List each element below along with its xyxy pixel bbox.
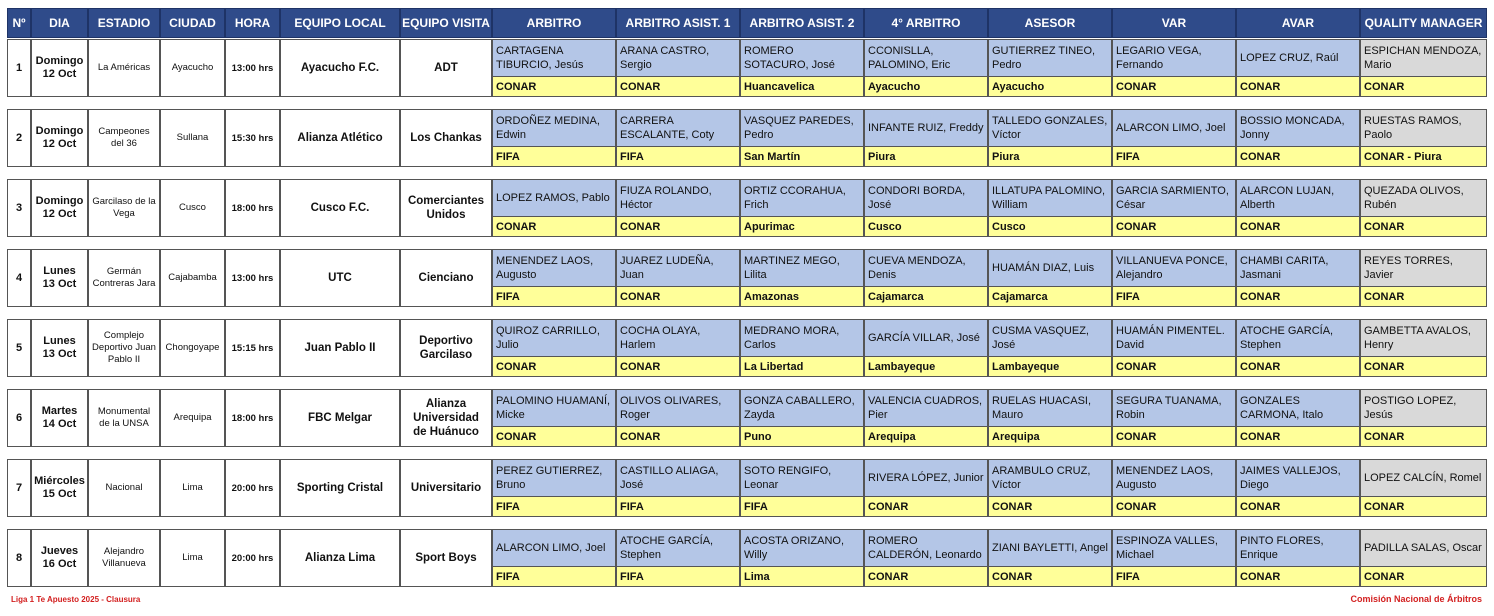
referee-association: CONAR bbox=[492, 216, 616, 237]
match-time: 13:00 hrs bbox=[225, 39, 280, 97]
home-team: FBC Melgar bbox=[280, 389, 400, 447]
header-assistant-2: ARBITRO ASIST. 2 bbox=[740, 8, 864, 38]
assistant-2-association: Apurimac bbox=[740, 216, 864, 237]
assessor-association: Cusco bbox=[988, 216, 1112, 237]
assistant-2-name: GONZA CABALLERO, Zayda bbox=[740, 389, 864, 427]
var-name: HUAMÁN PIMENTEL. David bbox=[1112, 319, 1236, 357]
assessor-name: ARAMBULO CRUZ, Víctor bbox=[988, 459, 1112, 497]
assistant-2-association: FIFA bbox=[740, 496, 864, 517]
match-stadium: Alejandro Villanueva bbox=[88, 529, 160, 587]
avar-association: CONAR bbox=[1236, 146, 1360, 167]
var-association: CONAR bbox=[1112, 356, 1236, 377]
assistant-2-association: La Libertad bbox=[740, 356, 864, 377]
assistant-2-association: Puno bbox=[740, 426, 864, 447]
assistant-1-association: CONAR bbox=[616, 286, 740, 307]
assessor-association: CONAR bbox=[988, 496, 1112, 517]
assistant-1-name: OLIVOS OLIVARES, Roger bbox=[616, 389, 740, 427]
assessor-association: Piura bbox=[988, 146, 1112, 167]
match-time: 20:00 hrs bbox=[225, 459, 280, 517]
referee-association: FIFA bbox=[492, 566, 616, 587]
fourth-referee-name: CUEVA MENDOZA, Denis bbox=[864, 249, 988, 287]
match-day bbox=[31, 39, 88, 97]
match-number: 1 bbox=[7, 39, 31, 97]
fourth-referee-association: Cajamarca bbox=[864, 286, 988, 307]
assistant-2-name: VASQUEZ PAREDES, Pedro bbox=[740, 109, 864, 147]
match-number: 6 bbox=[7, 389, 31, 447]
match-stadium: Garcilaso de la Vega bbox=[88, 179, 160, 237]
match-date: 13 Oct bbox=[42, 348, 77, 360]
assistant-1-association: CONAR bbox=[616, 426, 740, 447]
referee-association: FIFA bbox=[492, 496, 616, 517]
match-stadium: Germán Contreras Jara bbox=[88, 249, 160, 307]
table-header bbox=[7, 8, 1487, 38]
match-time: 15:30 hrs bbox=[225, 109, 280, 167]
match-row bbox=[7, 39, 1487, 97]
avar-association: CONAR bbox=[1236, 496, 1360, 517]
header-num: Nº bbox=[7, 8, 31, 38]
avar-name: GONZALES CARMONA, Italo bbox=[1236, 389, 1360, 427]
quality-manager-association: CONAR - Piura bbox=[1360, 146, 1487, 167]
var-name: ESPINOZA VALLES, Michael bbox=[1112, 529, 1236, 567]
match-date: 12 Oct bbox=[42, 68, 77, 80]
match-city: Sullana bbox=[160, 109, 225, 167]
var-association: CONAR bbox=[1112, 496, 1236, 517]
assistant-1-name: CARRERA ESCALANTE, Coty bbox=[616, 109, 740, 147]
assistant-2-association: Lima bbox=[740, 566, 864, 587]
quality-manager-association: CONAR bbox=[1360, 566, 1487, 587]
referee-association: CONAR bbox=[492, 356, 616, 377]
away-team: Sport Boys bbox=[400, 529, 492, 587]
quality-manager-association: CONAR bbox=[1360, 356, 1487, 377]
match-weekday: Lunes bbox=[43, 265, 76, 277]
match-weekday: Jueves bbox=[40, 545, 79, 557]
referee-name: CARTAGENA TIBURCIO, Jesús bbox=[492, 39, 616, 77]
assessor-name: GUTIERREZ TINEO, Pedro bbox=[988, 39, 1112, 77]
quality-manager-association: CONAR bbox=[1360, 76, 1487, 97]
assistant-2-association: Huancavelica bbox=[740, 76, 864, 97]
header-assessor: ASESOR bbox=[988, 8, 1112, 38]
avar-association: CONAR bbox=[1236, 566, 1360, 587]
quality-manager-name: POSTIGO LOPEZ, Jesús bbox=[1360, 389, 1487, 427]
match-stadium: Campeones del 36 bbox=[88, 109, 160, 167]
var-name: LEGARIO VEGA, Fernando bbox=[1112, 39, 1236, 77]
quality-manager-association: CONAR bbox=[1360, 496, 1487, 517]
away-team: Comerciantes Unidos bbox=[400, 179, 492, 237]
quality-manager-association: CONAR bbox=[1360, 286, 1487, 307]
match-number: 4 bbox=[7, 249, 31, 307]
footer-league: Liga 1 Te Apuesto 2025 - Clausura bbox=[11, 595, 141, 604]
fourth-referee-association: Arequipa bbox=[864, 426, 988, 447]
home-team: Sporting Cristal bbox=[280, 459, 400, 517]
assessor-name: TALLEDO GONZALES, Víctor bbox=[988, 109, 1112, 147]
match-row bbox=[7, 249, 1487, 307]
home-team: Juan Pablo II bbox=[280, 319, 400, 377]
assessor-association: Cajamarca bbox=[988, 286, 1112, 307]
header-time: HORA bbox=[225, 8, 280, 38]
header-city: CIUDAD bbox=[160, 8, 225, 38]
assistant-1-association: FIFA bbox=[616, 146, 740, 167]
fourth-referee-name: VALENCIA CUADROS, Pier bbox=[864, 389, 988, 427]
assistant-1-association: CONAR bbox=[616, 76, 740, 97]
assessor-name: ZIANI BAYLETTI, Angel bbox=[988, 529, 1112, 567]
referee-name: QUIROZ CARRILLO, Julio bbox=[492, 319, 616, 357]
quality-manager-name: LOPEZ CALCÍN, Romel bbox=[1360, 459, 1487, 497]
match-time: 15:15 hrs bbox=[225, 319, 280, 377]
assistant-1-name: ARANA CASTRO, Sergio bbox=[616, 39, 740, 77]
match-day bbox=[31, 109, 88, 167]
assistant-2-name: SOTO RENGIFO, Leonar bbox=[740, 459, 864, 497]
avar-name: BOSSIO MONCADA, Jonny bbox=[1236, 109, 1360, 147]
avar-name: ALARCON LUJAN, Alberth bbox=[1236, 179, 1360, 217]
match-row bbox=[7, 389, 1487, 447]
quality-manager-name: REYES TORRES, Javier bbox=[1360, 249, 1487, 287]
assistant-1-name: JUAREZ LUDEÑA, Juan bbox=[616, 249, 740, 287]
header-referee: ARBITRO bbox=[492, 8, 616, 38]
var-association: CONAR bbox=[1112, 216, 1236, 237]
quality-manager-name: QUEZADA OLIVOS, Rubén bbox=[1360, 179, 1487, 217]
header-var: VAR bbox=[1112, 8, 1236, 38]
referee-name: MENENDEZ LAOS, Augusto bbox=[492, 249, 616, 287]
assessor-association: Arequipa bbox=[988, 426, 1112, 447]
referee-association: CONAR bbox=[492, 426, 616, 447]
referee-association: FIFA bbox=[492, 286, 616, 307]
match-number: 5 bbox=[7, 319, 31, 377]
assistant-1-name: CASTILLO ALIAGA, José bbox=[616, 459, 740, 497]
match-city: Chongoyape bbox=[160, 319, 225, 377]
away-team: ADT bbox=[400, 39, 492, 97]
away-team: Cienciano bbox=[400, 249, 492, 307]
match-date: 13 Oct bbox=[42, 278, 77, 290]
fourth-referee-association: Ayacucho bbox=[864, 76, 988, 97]
match-time: 18:00 hrs bbox=[225, 389, 280, 447]
header-avar: AVAR bbox=[1236, 8, 1360, 38]
match-city: Arequipa bbox=[160, 389, 225, 447]
avar-name: CHAMBI CARITA, Jasmani bbox=[1236, 249, 1360, 287]
match-city: Ayacucho bbox=[160, 39, 225, 97]
match-time: 20:00 hrs bbox=[225, 529, 280, 587]
home-team: Alianza Lima bbox=[280, 529, 400, 587]
match-stadium: Complejo Deportivo Juan Pablo II bbox=[88, 319, 160, 377]
referee-association: CONAR bbox=[492, 76, 616, 97]
quality-manager-name: RUESTAS RAMOS, Paolo bbox=[1360, 109, 1487, 147]
match-city: Lima bbox=[160, 529, 225, 587]
match-row bbox=[7, 529, 1487, 587]
quality-manager-name: PADILLA SALAS, Oscar bbox=[1360, 529, 1487, 567]
assistant-1-association: FIFA bbox=[616, 496, 740, 517]
home-team: Ayacucho F.C. bbox=[280, 39, 400, 97]
match-time: 13:00 hrs bbox=[225, 249, 280, 307]
match-weekday: Domingo bbox=[35, 195, 84, 207]
fourth-referee-name: INFANTE RUIZ, Freddy bbox=[864, 109, 988, 147]
referee-name: PEREZ GUTIERREZ, Bruno bbox=[492, 459, 616, 497]
assistant-1-association: CONAR bbox=[616, 216, 740, 237]
assistant-2-name: MEDRANO MORA, Carlos bbox=[740, 319, 864, 357]
match-stadium: La Américas bbox=[88, 39, 160, 97]
fourth-referee-association: CONAR bbox=[864, 566, 988, 587]
match-number: 2 bbox=[7, 109, 31, 167]
fourth-referee-association: Cusco bbox=[864, 216, 988, 237]
var-association: FIFA bbox=[1112, 146, 1236, 167]
assistant-1-name: ATOCHE GARCÍA, Stephen bbox=[616, 529, 740, 567]
avar-name: ATOCHE GARCÍA, Stephen bbox=[1236, 319, 1360, 357]
fourth-referee-name: CCONISLLA, PALOMINO, Eric bbox=[864, 39, 988, 77]
var-association: FIFA bbox=[1112, 566, 1236, 587]
fourth-referee-name: ROMERO CALDERÓN, Leonardo bbox=[864, 529, 988, 567]
match-weekday: Domingo bbox=[35, 125, 84, 137]
avar-association: CONAR bbox=[1236, 76, 1360, 97]
assistant-1-association: FIFA bbox=[616, 566, 740, 587]
match-weekday: Martes bbox=[41, 405, 78, 417]
quality-manager-name: GAMBETTA AVALOS, Henry bbox=[1360, 319, 1487, 357]
quality-manager-association: CONAR bbox=[1360, 426, 1487, 447]
home-team: Cusco F.C. bbox=[280, 179, 400, 237]
match-date: 16 Oct bbox=[42, 558, 77, 570]
match-day bbox=[31, 389, 88, 447]
var-association: CONAR bbox=[1112, 426, 1236, 447]
match-city: Lima bbox=[160, 459, 225, 517]
fourth-referee-association: CONAR bbox=[864, 496, 988, 517]
assessor-name: HUAMÁN DIAZ, Luis bbox=[988, 249, 1112, 287]
match-stadium: Monumental de la UNSA bbox=[88, 389, 160, 447]
away-team: Alianza Universidad de Huánuco bbox=[400, 389, 492, 447]
match-date: 12 Oct bbox=[42, 138, 77, 150]
avar-association: CONAR bbox=[1236, 356, 1360, 377]
fourth-referee-name: CONDORI BORDA, José bbox=[864, 179, 988, 217]
var-name: MENENDEZ LAOS, Augusto bbox=[1112, 459, 1236, 497]
header-stadium: ESTADIO bbox=[88, 8, 160, 38]
match-number: 7 bbox=[7, 459, 31, 517]
header-home-team: EQUIPO LOCAL bbox=[280, 8, 400, 38]
match-row bbox=[7, 109, 1487, 167]
footer-commission: Comisión Nacional de Árbitros bbox=[1350, 594, 1482, 604]
header-fourth-referee: 4° ARBITRO bbox=[864, 8, 988, 38]
home-team: Alianza Atlético bbox=[280, 109, 400, 167]
header-quality-manager: QUALITY MANAGER bbox=[1360, 8, 1487, 38]
match-city: Cajabamba bbox=[160, 249, 225, 307]
assessor-association: Lambayeque bbox=[988, 356, 1112, 377]
avar-name: LOPEZ CRUZ, Raúl bbox=[1236, 39, 1360, 77]
match-row bbox=[7, 319, 1487, 377]
var-name: GARCIA SARMIENTO, César bbox=[1112, 179, 1236, 217]
header-assistant-1: ARBITRO ASIST. 1 bbox=[616, 8, 740, 38]
header-day: DIA bbox=[31, 8, 88, 38]
assessor-association: CONAR bbox=[988, 566, 1112, 587]
assistant-2-name: ORTIZ CCORAHUA, Frich bbox=[740, 179, 864, 217]
match-city: Cusco bbox=[160, 179, 225, 237]
var-association: CONAR bbox=[1112, 76, 1236, 97]
fourth-referee-name: GARCÍA VILLAR, José bbox=[864, 319, 988, 357]
match-stadium: Nacional bbox=[88, 459, 160, 517]
referee-name: LOPEZ RAMOS, Pablo bbox=[492, 179, 616, 217]
match-date: 12 Oct bbox=[42, 208, 77, 220]
match-date: 14 Oct bbox=[42, 418, 77, 430]
quality-manager-association: CONAR bbox=[1360, 216, 1487, 237]
avar-association: CONAR bbox=[1236, 286, 1360, 307]
var-name: ALARCON LIMO, Joel bbox=[1112, 109, 1236, 147]
assessor-name: CUSMA VASQUEZ, José bbox=[988, 319, 1112, 357]
match-weekday: Miércoles bbox=[34, 475, 85, 487]
avar-association: CONAR bbox=[1236, 426, 1360, 447]
fourth-referee-name: RIVERA LÓPEZ, Junior bbox=[864, 459, 988, 497]
match-row bbox=[7, 179, 1487, 237]
assistant-1-name: FIUZA ROLANDO, Héctor bbox=[616, 179, 740, 217]
away-team: Universitario bbox=[400, 459, 492, 517]
referee-name: ALARCON LIMO, Joel bbox=[492, 529, 616, 567]
assistant-2-name: MARTINEZ MEGO, Lilita bbox=[740, 249, 864, 287]
match-row bbox=[7, 459, 1487, 517]
match-weekday: Domingo bbox=[35, 55, 84, 67]
avar-name: PINTO FLORES, Enrique bbox=[1236, 529, 1360, 567]
assistant-1-association: CONAR bbox=[616, 356, 740, 377]
assistant-2-name: ROMERO SOTACURO, José bbox=[740, 39, 864, 77]
match-day bbox=[31, 319, 88, 377]
assistant-2-name: ACOSTA ORIZANO, Willy bbox=[740, 529, 864, 567]
assistant-2-association: San Martín bbox=[740, 146, 864, 167]
match-number: 3 bbox=[7, 179, 31, 237]
match-number: 8 bbox=[7, 529, 31, 587]
fourth-referee-association: Piura bbox=[864, 146, 988, 167]
match-day bbox=[31, 529, 88, 587]
assistant-2-association: Amazonas bbox=[740, 286, 864, 307]
match-day bbox=[31, 459, 88, 517]
away-team: Los Chankas bbox=[400, 109, 492, 167]
referee-association: FIFA bbox=[492, 146, 616, 167]
assessor-name: RUELAS HUACASI, Mauro bbox=[988, 389, 1112, 427]
header-away-team: EQUIPO VISITA bbox=[400, 8, 492, 38]
match-day bbox=[31, 179, 88, 237]
match-date: 15 Oct bbox=[42, 488, 77, 500]
quality-manager-name: ESPICHAN MENDOZA, Mario bbox=[1360, 39, 1487, 77]
var-association: FIFA bbox=[1112, 286, 1236, 307]
referee-name: ORDOÑEZ MEDINA, Edwin bbox=[492, 109, 616, 147]
var-name: VILLANUEVA PONCE, Alejandro bbox=[1112, 249, 1236, 287]
avar-association: CONAR bbox=[1236, 216, 1360, 237]
referee-name: PALOMINO HUAMANÍ, Micke bbox=[492, 389, 616, 427]
away-team: Deportivo Garcilaso bbox=[400, 319, 492, 377]
match-time: 18:00 hrs bbox=[225, 179, 280, 237]
assessor-name: ILLATUPA PALOMINO, William bbox=[988, 179, 1112, 217]
var-name: SEGURA TUANAMA, Robin bbox=[1112, 389, 1236, 427]
avar-name: JAIMES VALLEJOS, Diego bbox=[1236, 459, 1360, 497]
match-day bbox=[31, 249, 88, 307]
assistant-1-name: COCHA OLAYA, Harlem bbox=[616, 319, 740, 357]
match-weekday: Lunes bbox=[43, 335, 76, 347]
assessor-association: Ayacucho bbox=[988, 76, 1112, 97]
home-team: UTC bbox=[280, 249, 400, 307]
fourth-referee-association: Lambayeque bbox=[864, 356, 988, 377]
